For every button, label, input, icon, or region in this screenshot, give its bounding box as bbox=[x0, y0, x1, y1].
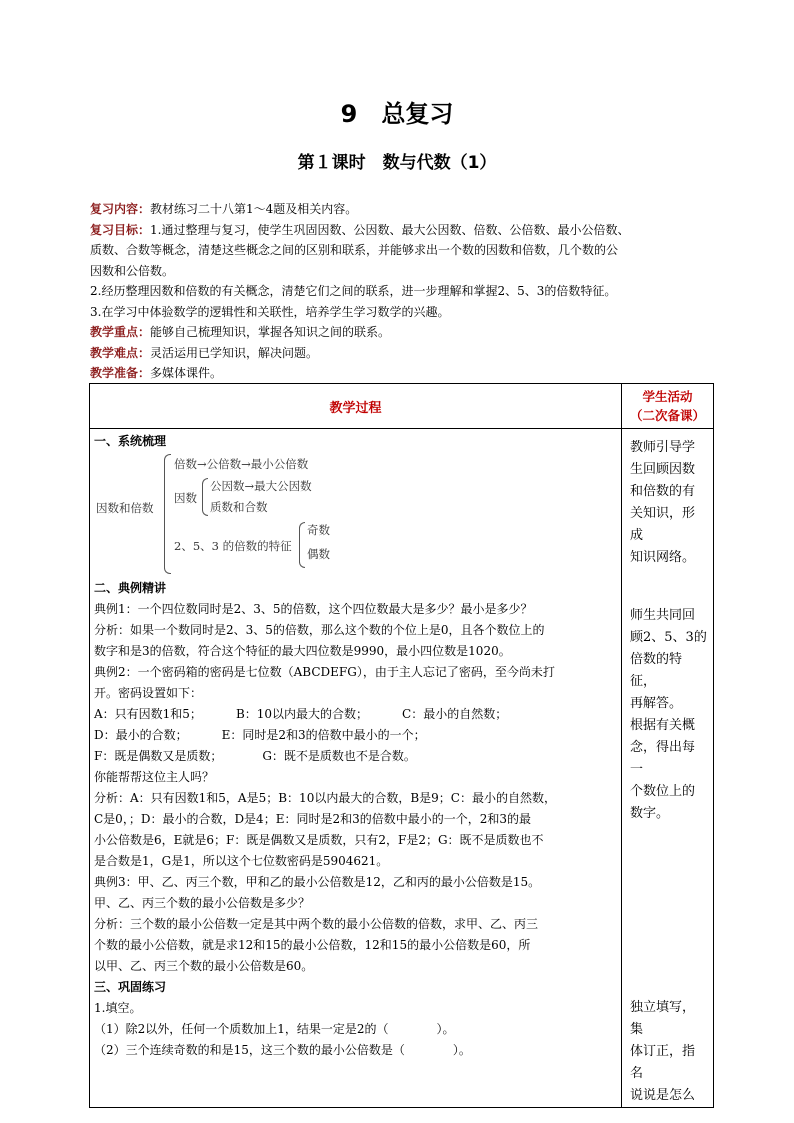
practice-fill: 1.填空。 bbox=[94, 1001, 142, 1015]
example-2-rules-de: D：最小的合数； E：同时是2和3的倍数中最小的一个； bbox=[94, 728, 426, 742]
review-content-row: 复习内容：教材练习二十八第1～4题及相关内容。 bbox=[90, 202, 358, 216]
example-3-analysis-2: 个数的最小公倍数，就是求12和15的最小公倍数，12和15的最小公倍数是60，所 bbox=[94, 938, 531, 952]
activity-block-2: 师生共同回 顾2、5、3的 倍数的特征， 再解答。 根据有关概 念，得出每一 个数位上的 数字。 bbox=[630, 608, 707, 821]
example-2-rules-fg: F：既是偶数又是质数； G：既不是质数也不是合数。 bbox=[94, 749, 416, 763]
student-activity-header: 学生活动 （二次备课） bbox=[622, 384, 714, 429]
example-3: 典例3：甲、乙、丙三个数，甲和乙的最小公倍数是12，乙和丙的最小公倍数是15。 bbox=[94, 875, 541, 889]
example-2-analysis-4: 是合数是1，G是1，所以这个七位数密码是5904621。 bbox=[94, 854, 389, 868]
page-title: 9 总复习 bbox=[340, 100, 454, 128]
example-2-analysis-3: 小公倍数是6，E就是6；F：既是偶数又是质数，只有2，F是2；G：既不是质数也不 bbox=[94, 833, 544, 847]
diagram-factor-line1: 公因数→最大公因数 bbox=[210, 479, 312, 493]
example-3-analysis-1: 分析：三个数的最小公倍数一定是其中两个数的最小公倍数的倍数，求甲、乙、丙三 bbox=[94, 917, 539, 931]
key-point-row: 教学重点：能够自己梳理知识，掌握各知识之间的联系。 bbox=[90, 325, 391, 339]
diagram-brace-main bbox=[164, 454, 171, 574]
example-1-analysis: 分析：如果一个数同时是2、3、5的倍数，那么这个数的个位上是0，且各个数位上的 bbox=[94, 623, 545, 637]
example-2-cont: 开。密码设置如下： bbox=[94, 686, 203, 700]
diagram-root: 因数和倍数 bbox=[96, 501, 154, 515]
example-1-analysis-cont: 数字和是3的倍数，符合这个特征的最大四位数是9990，最小四位数是1020。 bbox=[94, 644, 511, 658]
lesson-subtitle: 第１课时 数与代数（1） bbox=[297, 153, 497, 173]
example-2-analysis-1: 分析：A：只有因数1和5，A是5；B：10以内最大的合数，B是9；C：最小的自然数， bbox=[94, 791, 556, 805]
diagram-factor-line2: 质数和合数 bbox=[210, 500, 268, 514]
diagram-multiple-line: 倍数→公倍数→最小公倍数 bbox=[174, 457, 309, 471]
goal-1-end: 因数和公倍数。 bbox=[90, 263, 175, 278]
process-header: 教学过程 bbox=[90, 384, 622, 429]
section-examples: 二、典例精讲 bbox=[94, 581, 167, 595]
lesson-meta bbox=[90, 199, 720, 384]
difficulty-row: 教学难点：灵活运用已学知识，解决问题。 bbox=[90, 345, 319, 360]
concept-map-diagram bbox=[94, 452, 617, 578]
section-system-review: 一、系统梳理 bbox=[94, 434, 167, 448]
goal-1-cont: 质数、合数等概念，清楚这些概念之间的区别和联系，并能够求出一个数的因数和倍数，几个数的公 bbox=[90, 243, 619, 257]
diagram-odd: 奇数 bbox=[307, 523, 330, 537]
example-1: 典例1：一个四位数同时是2、3、5的倍数，这个四位数最大是多少？最小是多少？ bbox=[94, 602, 533, 616]
section-practice: 三、巩固练习 bbox=[94, 980, 167, 994]
process-content bbox=[90, 429, 622, 1108]
diagram-brace-feature bbox=[299, 522, 305, 568]
activity-block-3: 独立填写，集 体订正，指名 说说是怎么 bbox=[630, 1000, 696, 1103]
activity-block-1: 教师引导学 生回顾因数 和倍数的有 关知识，形成 知识网络。 bbox=[630, 440, 696, 565]
diagram-factor: 因数 bbox=[174, 491, 197, 505]
diagram-even: 偶数 bbox=[307, 547, 330, 561]
preparation-row: 教学准备：多媒体课件。 bbox=[90, 366, 223, 380]
goal-2: 2.经历整理因数和倍数的有关概念，清楚它们之间的联系，进一步理解和掌握2、5、3的倍数特征。 bbox=[90, 284, 617, 298]
example-2-rules-abc: A：只有因数1和5； B：10以内最大的合数； C：最小的自然数； bbox=[94, 707, 508, 721]
example-2-analysis-2: C是0，；D：最小的合数，D是4；E：同时是2和3的倍数中最小的一个，2和3的最 bbox=[94, 812, 531, 826]
review-goal-row: 复习目标：1.通过整理与复习，使学生巩固因数、公因数、最大公因数、倍数、公倍数、最小公倍数、 bbox=[90, 222, 630, 237]
diagram-brace-factor bbox=[202, 478, 208, 516]
example-2: 典例2：一个密码箱的密码是七位数（ABCDEFG），由于主人忘记了密码，至今尚未打 bbox=[94, 665, 555, 679]
diagram-feature: 2、5、3 的倍数的特征 bbox=[174, 539, 292, 553]
example-2-question: 你能帮帮这位主人吗？ bbox=[94, 770, 215, 784]
example-3-cont: 甲、乙、丙三个数的最小公倍数是多少？ bbox=[94, 896, 311, 910]
practice-fill-2: （2）三个连续奇数的和是15，这三个数的最小公倍数是（ ）。 bbox=[94, 1043, 471, 1057]
example-3-analysis-3: 以甲、乙、丙三个数的最小公倍数是60。 bbox=[94, 959, 314, 973]
goal-3: 3.在学习中体验数学的逻辑性和关联性，培养学生学习数学的兴趣。 bbox=[90, 304, 450, 319]
practice-fill-1: （1）除2以外，任何一个质数加上1，结果一定是2的（ ）。 bbox=[94, 1022, 455, 1036]
student-activity-column bbox=[622, 429, 714, 1108]
lesson-process-table bbox=[89, 383, 714, 1108]
